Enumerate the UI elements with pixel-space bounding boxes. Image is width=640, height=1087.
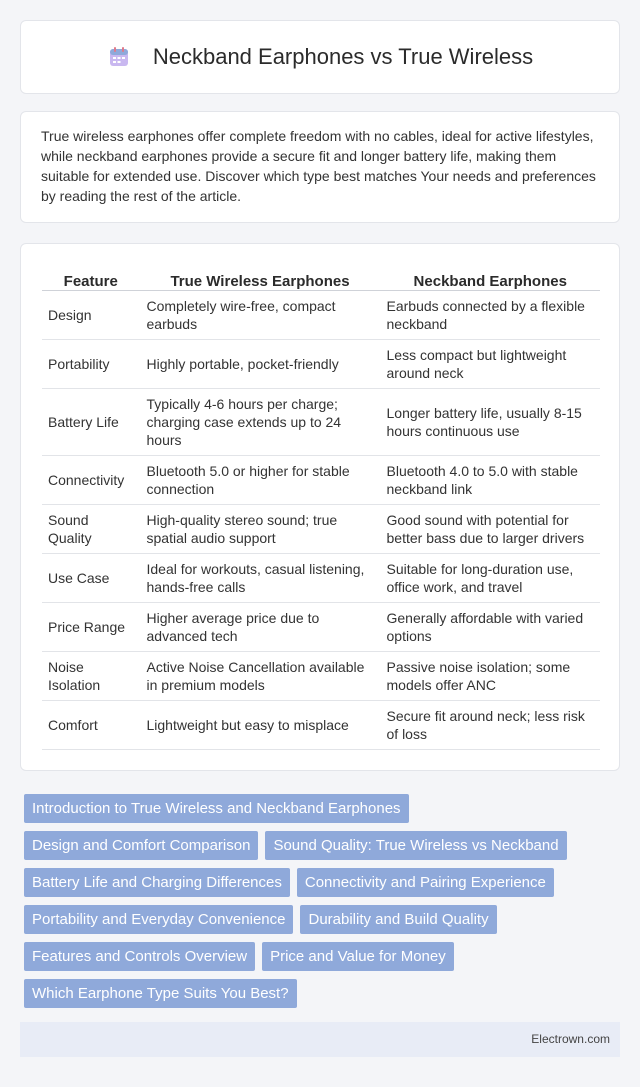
table-cell: Active Noise Cancellation available in premium models — [140, 651, 380, 700]
table-cell: High-quality stereo sound; true spatial audio support — [140, 504, 380, 553]
table-cell: Portability — [42, 339, 140, 388]
tag-row — [20, 831, 620, 860]
table-cell: Less compact but lightweight around neck — [380, 339, 600, 388]
table-cell: Earbuds connected by a flexible neckband — [380, 290, 600, 339]
topic-tag[interactable]: Battery Life and Charging Differences — [24, 868, 290, 897]
topic-tag[interactable]: Design and Comfort Comparison — [24, 831, 258, 860]
topic-tag[interactable]: Portability and Everyday Convenience — [24, 905, 293, 934]
topic-tag[interactable]: Which Earphone Type Suits You Best? — [24, 979, 297, 1008]
table-cell: Typically 4-6 hours per charge; charging case extends up to 24 hours — [140, 388, 380, 455]
table-row — [42, 651, 600, 700]
column-header: Neckband Earphones — [380, 264, 600, 290]
table-cell: Generally affordable with varied options — [380, 602, 600, 651]
topic-tag[interactable]: Price and Value for Money — [262, 942, 454, 971]
table-cell: Bluetooth 5.0 or higher for stable connection — [140, 455, 380, 504]
column-header: Feature — [42, 264, 140, 290]
calendar-icon — [107, 45, 131, 69]
table-row — [42, 388, 600, 455]
table-row — [42, 290, 600, 339]
tag-row — [20, 905, 620, 934]
table-row — [42, 455, 600, 504]
table-cell: Comfort — [42, 700, 140, 749]
comparison-table-card — [20, 243, 620, 771]
topic-tag[interactable]: Introduction to True Wireless and Neckband Earphones — [24, 794, 409, 823]
table-cell: Noise Isolation — [42, 651, 140, 700]
tag-row — [20, 794, 620, 823]
tag-row — [20, 942, 620, 971]
tag-row — [20, 979, 620, 1008]
intro-text: True wireless earphones offer complete freedom with no cables, ideal for active lifestyles, while neckband earphones provide a secure fit and longer battery life, making them suitable for extended use. Discover which type best matches Your needs and preferences by reading the rest of the article. — [41, 128, 596, 204]
topic-tag[interactable]: Features and Controls Overview — [24, 942, 255, 971]
table-cell: Longer battery life, usually 8-15 hours continuous use — [380, 388, 600, 455]
table-cell: Bluetooth 4.0 to 5.0 with stable neckband link — [380, 455, 600, 504]
table-cell: Passive noise isolation; some models offer ANC — [380, 651, 600, 700]
table-row — [42, 339, 600, 388]
table-cell: Battery Life — [42, 388, 140, 455]
page-title: Neckband Earphones vs True Wireless — [152, 44, 534, 69]
comparison-table — [42, 264, 600, 750]
table-cell: Highly portable, pocket-friendly — [140, 339, 380, 388]
table-cell: Secure fit around neck; less risk of loss — [380, 700, 600, 749]
table-header-row — [42, 264, 600, 290]
table-row — [42, 504, 600, 553]
table-cell: Use Case — [42, 553, 140, 602]
topic-tag[interactable]: Connectivity and Pairing Experience — [297, 868, 554, 897]
table-cell: Price Range — [42, 602, 140, 651]
footer — [20, 1022, 620, 1057]
table-cell: Connectivity — [42, 455, 140, 504]
table-cell: Suitable for long-duration use, office work, and travel — [380, 553, 600, 602]
table-cell: Ideal for workouts, casual listening, hands-free calls — [140, 553, 380, 602]
topic-tag[interactable]: Durability and Build Quality — [300, 905, 496, 934]
table-row — [42, 553, 600, 602]
table-row — [42, 700, 600, 749]
table-cell: Good sound with potential for better bass due to larger drivers — [380, 504, 600, 553]
table-cell: Higher average price due to advanced tech — [140, 602, 380, 651]
topic-tag[interactable]: Sound Quality: True Wireless vs Neckband — [265, 831, 566, 860]
intro-card — [20, 111, 620, 223]
tag-row — [20, 868, 620, 897]
table-cell: Completely wire-free, compact earbuds — [140, 290, 380, 339]
table-cell: Lightweight but easy to misplace — [140, 700, 380, 749]
table-cell: Design — [42, 290, 140, 339]
footer-brand[interactable]: Electrown.com — [531, 1032, 610, 1046]
table-cell: Sound Quality — [42, 504, 140, 553]
title-card — [20, 20, 620, 94]
table-row — [42, 602, 600, 651]
column-header: True Wireless Earphones — [140, 264, 380, 290]
topic-tags — [20, 794, 620, 1016]
